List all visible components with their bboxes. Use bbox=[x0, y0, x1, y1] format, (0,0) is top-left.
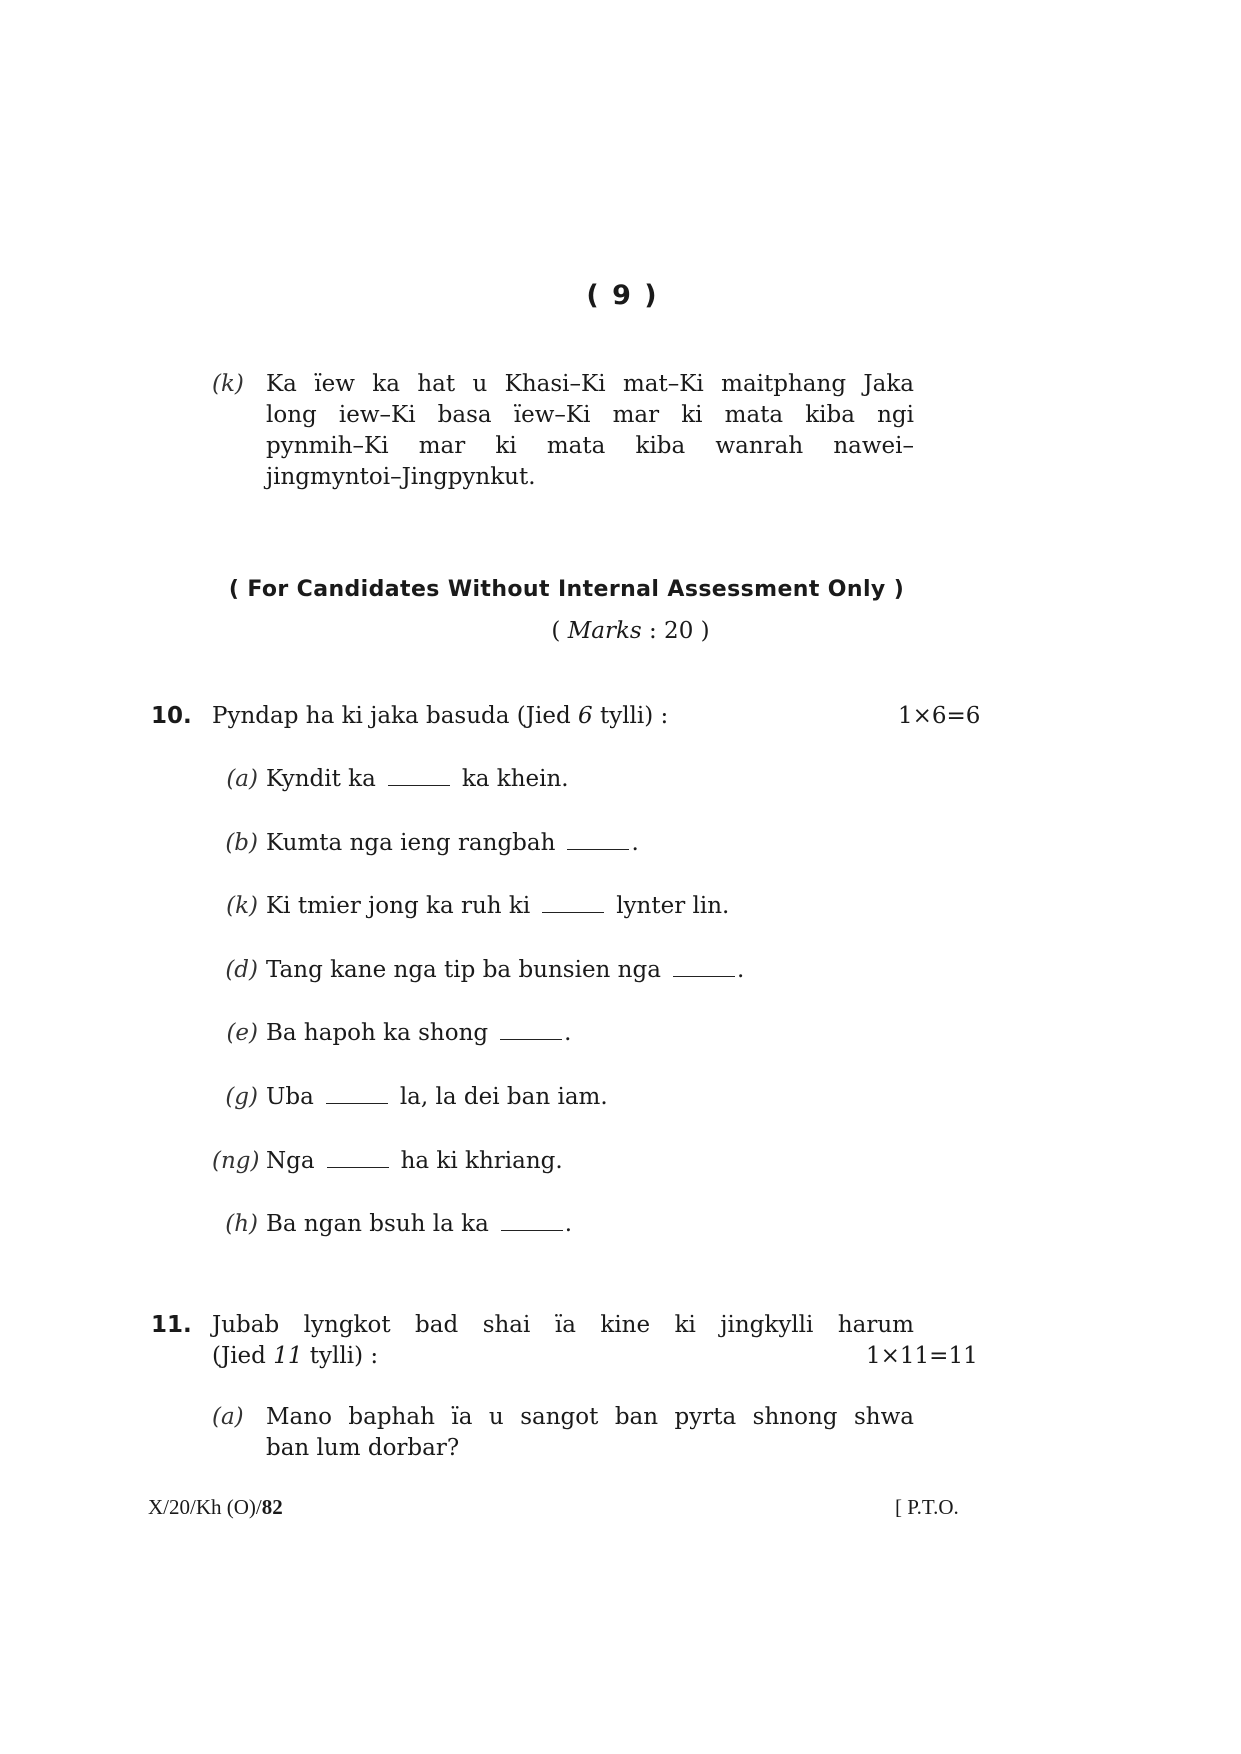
q10-item-label: (d) bbox=[225, 957, 258, 983]
footer-code-bold: 82 bbox=[261, 1495, 283, 1519]
fill-in-blank bbox=[326, 1102, 388, 1104]
fill-in-blank bbox=[542, 911, 604, 913]
q10-number: 10. bbox=[151, 703, 192, 729]
footer-pto: [ P.T.O. bbox=[895, 1495, 959, 1519]
fill-in-blank bbox=[673, 975, 735, 977]
item-k-line-2: long iew–Ki basa ïew–Ki mar ki mata kiba ngi bbox=[266, 402, 914, 428]
q10-item-text-before: Ba hapoh ka shong bbox=[266, 1020, 489, 1046]
q10-item-text-before: Uba bbox=[266, 1084, 314, 1110]
q10-item-text bbox=[266, 766, 569, 792]
q10-item-text-before: Kyndit ka bbox=[266, 766, 376, 792]
q10-item-text bbox=[266, 1148, 563, 1174]
section-heading: ( For Candidates Without Internal Assessment Only ) bbox=[228, 577, 905, 602]
q10-item-label: (b) bbox=[225, 830, 258, 856]
q10-item-text-before: Nga bbox=[266, 1148, 315, 1174]
q10-instruction bbox=[212, 703, 668, 729]
q10-item-label: (k) bbox=[226, 893, 258, 919]
item-k-line-4: jingmyntoi–Jingpynkut. bbox=[266, 464, 536, 490]
section-marks bbox=[10, 618, 1241, 644]
q10-item-text bbox=[266, 1020, 571, 1046]
q10-item-text-after: . bbox=[631, 830, 639, 856]
q10-text-before: Pyndap ha ki jaka basuda (Jied bbox=[212, 703, 578, 729]
q11-line2-italic: 11 bbox=[273, 1343, 303, 1369]
q10-item-label: (ng) bbox=[212, 1148, 260, 1174]
marks-value: : 20 ) bbox=[641, 618, 710, 644]
q10-item-text-after: ha ki khriang. bbox=[400, 1148, 563, 1174]
q10-item-text-after: lynter lin. bbox=[616, 893, 730, 919]
q11-item-a-label: (a) bbox=[212, 1404, 244, 1430]
item-k-label: (k) bbox=[212, 371, 244, 397]
q10-item-text-before: Tang kane nga tip ba bunsien nga bbox=[266, 957, 661, 983]
footer-code bbox=[148, 1495, 283, 1520]
fill-in-blank bbox=[388, 784, 450, 786]
fill-in-blank bbox=[500, 1038, 562, 1040]
marks-open: ( bbox=[551, 618, 568, 644]
q10-marks: 1×6=6 bbox=[898, 703, 981, 729]
q10-item-text-after: . bbox=[564, 1211, 573, 1237]
q10-item-text bbox=[266, 830, 639, 856]
q10-item-text bbox=[266, 957, 744, 983]
page-number: ( 9 ) bbox=[586, 280, 659, 311]
q10-item-text-before: Ba ngan bsuh la ka bbox=[266, 1211, 489, 1237]
q11-item-a-line-2: ban lum dorbar? bbox=[266, 1435, 460, 1461]
q10-item-text-after: ka khein. bbox=[461, 766, 569, 792]
q10-item-text-after: la, la dei ban iam. bbox=[399, 1084, 608, 1110]
q11-marks: 1×11=11 bbox=[866, 1343, 978, 1369]
q10-item-label: (a) bbox=[226, 766, 258, 792]
fill-in-blank bbox=[567, 848, 629, 850]
q10-item-label: (g) bbox=[225, 1084, 258, 1110]
q11-line-1: Jubab lyngkot bad shai ïa kine ki jingkylli harum bbox=[212, 1312, 914, 1338]
q11-line-2 bbox=[212, 1343, 378, 1369]
q10-item-text-after: . bbox=[736, 957, 745, 983]
item-k-line-3: pynmih–Ki mar ki mata kiba wanrah nawei– bbox=[266, 433, 914, 459]
q10-item-text bbox=[266, 893, 729, 919]
q10-item-text-before: Ki tmier jong ka ruh ki bbox=[266, 893, 531, 919]
q10-item-text bbox=[266, 1211, 572, 1237]
fill-in-blank bbox=[501, 1229, 563, 1231]
q10-item-text-before: Kumta nga ieng rangbah bbox=[266, 830, 556, 856]
q11-item-a-line-1: Mano baphah ïa u sangot ban pyrta shnong shwa bbox=[266, 1404, 914, 1430]
fill-in-blank bbox=[327, 1166, 389, 1168]
q10-item-text bbox=[266, 1084, 608, 1110]
footer-code-prefix: X/20/Kh (O)/ bbox=[148, 1495, 262, 1519]
q10-item-text-after: . bbox=[564, 1020, 572, 1046]
q11-line2-before: (Jied bbox=[212, 1343, 274, 1369]
item-k-line-1: Ka ïew ka hat u Khasi–Ki mat–Ki maitphang Jaka bbox=[266, 371, 914, 397]
q10-item-label: (h) bbox=[225, 1211, 258, 1237]
q10-text-after: tylli) : bbox=[592, 703, 669, 729]
marks-label: Marks bbox=[567, 618, 642, 644]
q11-number: 11. bbox=[151, 1312, 192, 1338]
q11-line2-after: tylli) : bbox=[302, 1343, 379, 1369]
q10-text-italic: 6 bbox=[578, 703, 593, 729]
q10-item-label: (e) bbox=[226, 1020, 258, 1046]
